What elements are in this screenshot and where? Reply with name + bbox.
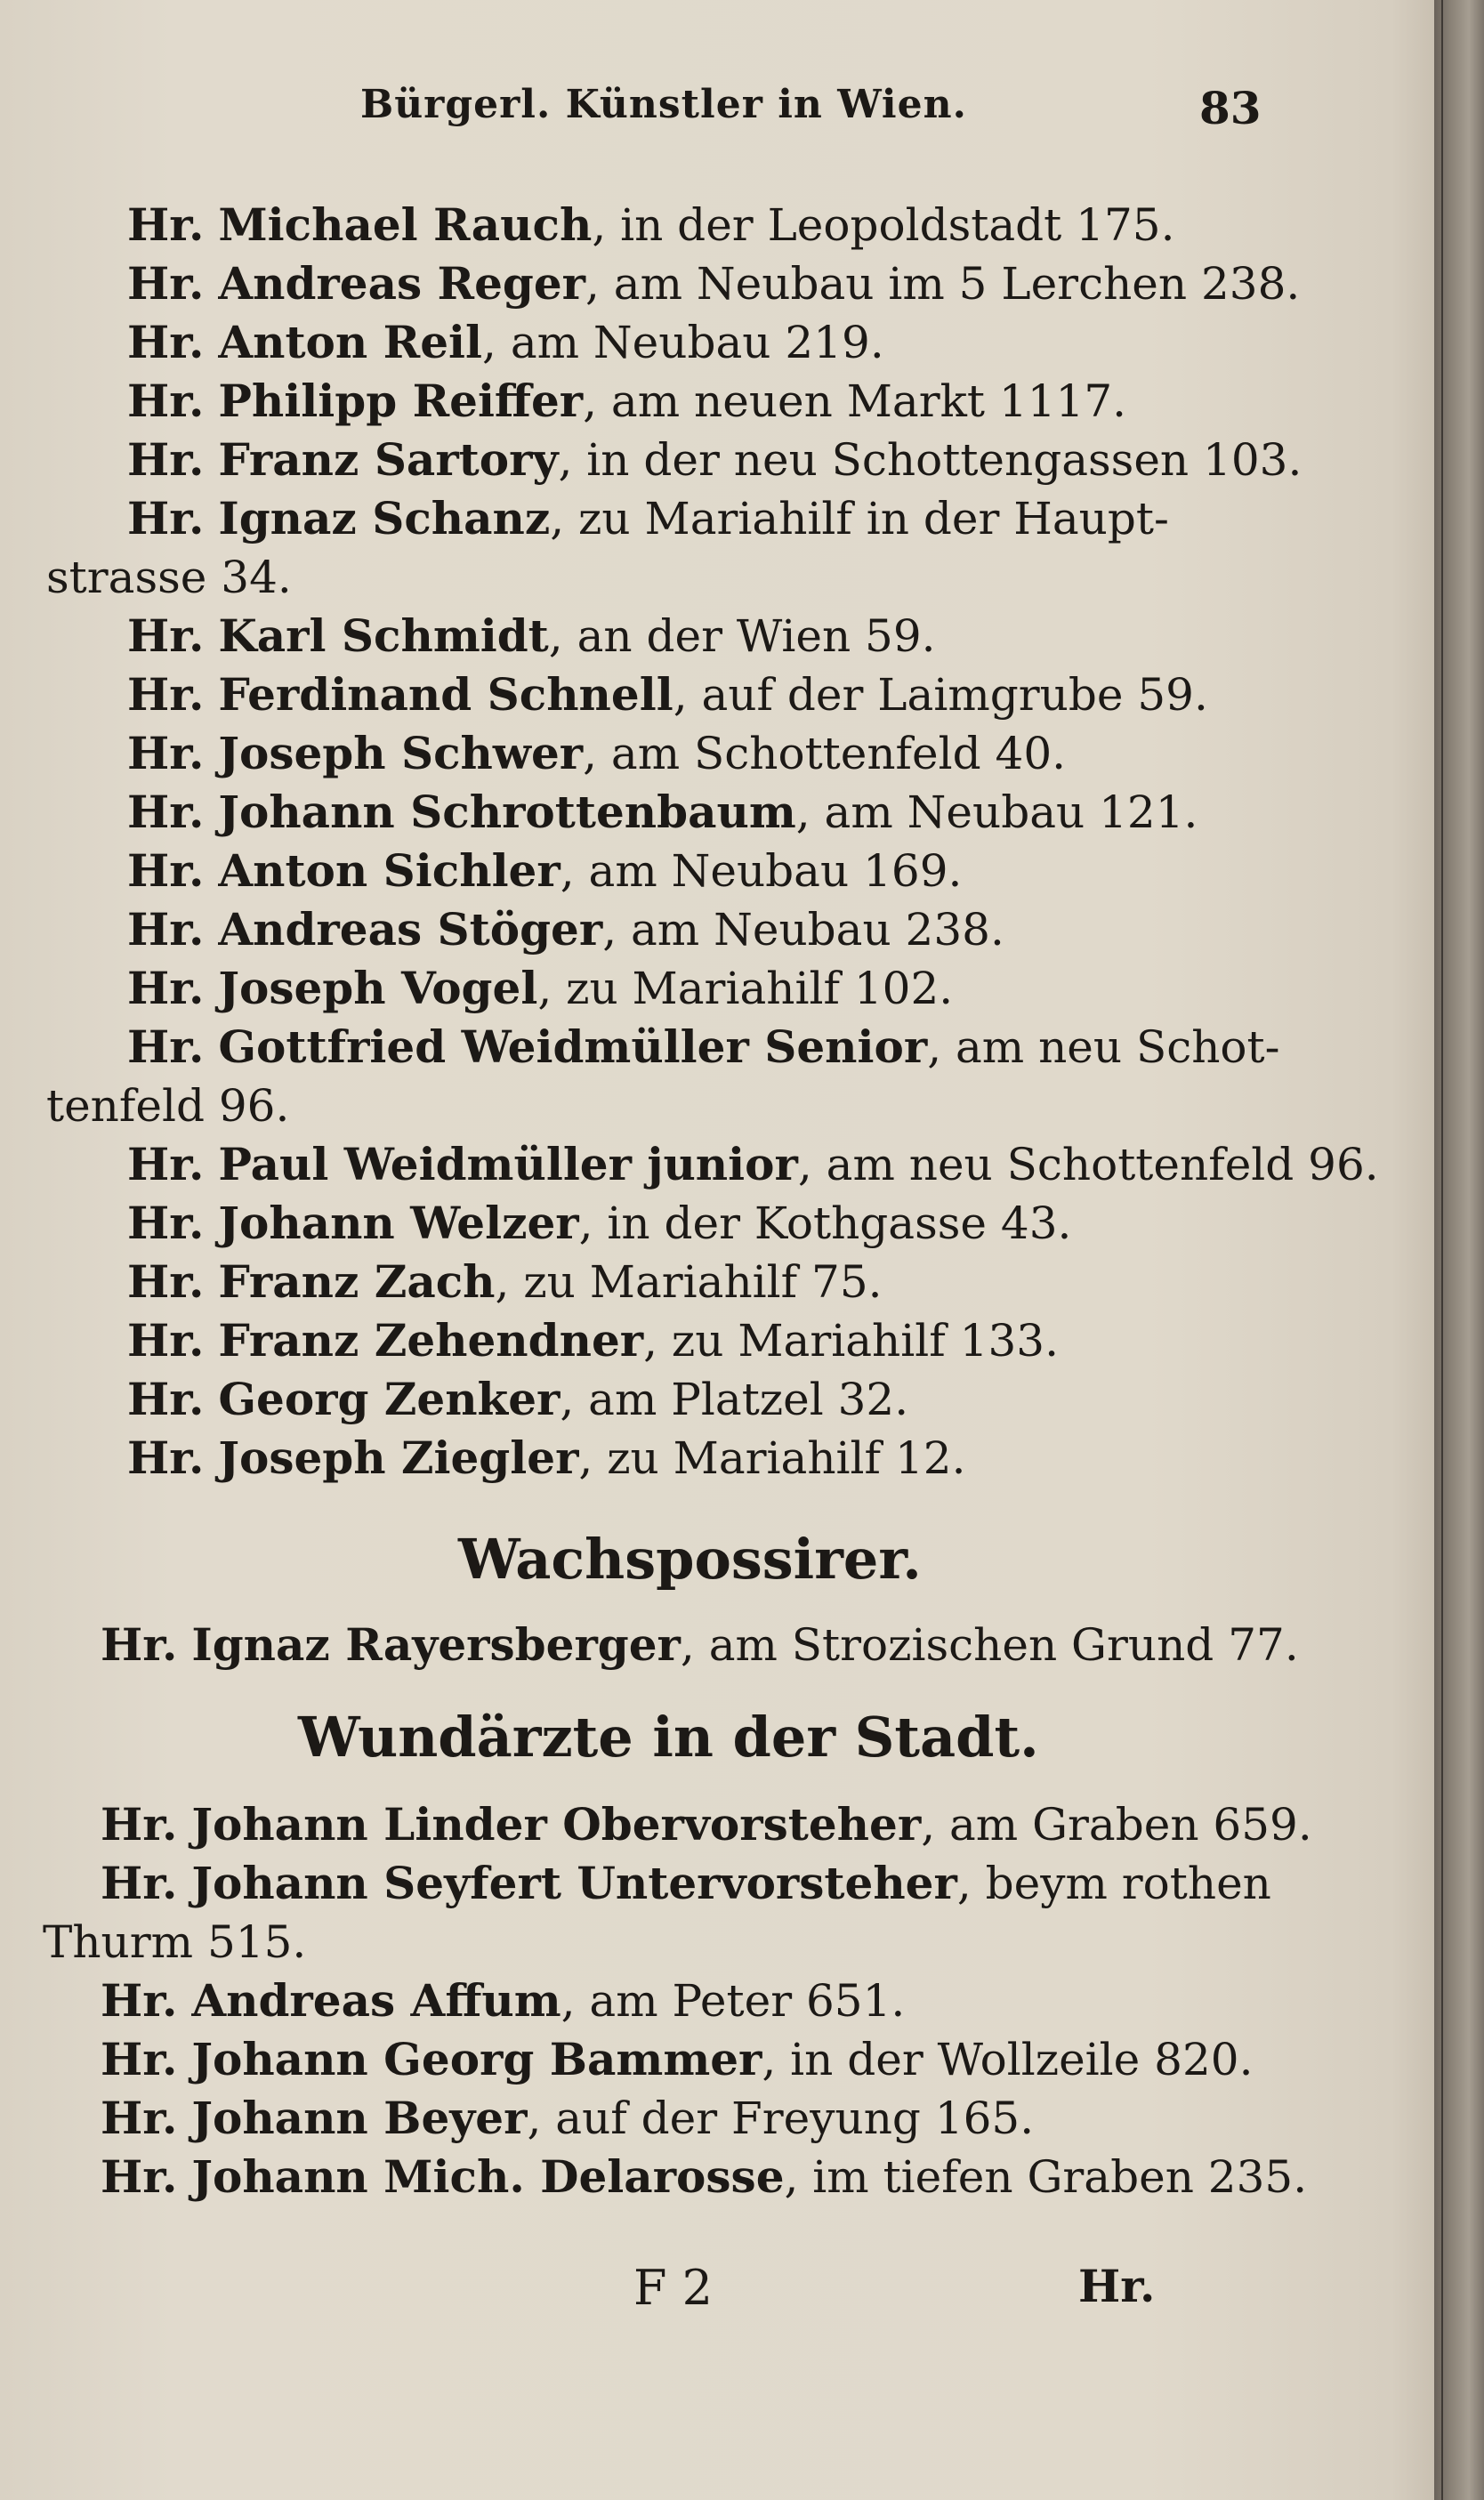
entry-line: Hr. Johann Beyer, auf der Freyung 165.: [101, 2092, 1035, 2144]
running-title: Bürgerl. Künstler in Wien.: [360, 82, 967, 127]
entry-line: Hr. Anton Sichler, am Neubau 169.: [127, 844, 963, 897]
section-heading-wachspossirer: Wachspossirer.: [458, 1527, 922, 1592]
entry-line: Hr. Johann Welzer, in der Kothgasse 43.: [127, 1197, 1072, 1249]
entry-line: Hr. Franz Zach, zu Mariahilf 75.: [127, 1255, 883, 1308]
entry-line: Hr. Joseph Schwer, am Schottenfeld 40.: [127, 727, 1067, 779]
entry-continuation: strasse 34.: [46, 552, 292, 603]
entry-line: Hr. Andreas Stöger, am Neubau 238.: [127, 903, 1004, 956]
entry-line: Hr. Franz Zehendner, zu Mariahilf 133.: [127, 1314, 1059, 1367]
entry-line: Hr. Anton Reil, am Neubau 219.: [127, 316, 884, 368]
entry-line: Hr. Andreas Affum, am Peter 651.: [101, 1974, 906, 2027]
entry-line: Hr. Michael Rauch, in der Leopoldstadt 175.: [127, 198, 1175, 251]
entry-line: Hr. Joseph Ziegler, zu Mariahilf 12.: [127, 1431, 966, 1484]
entry-line: Hr. Andreas Reger, am Neubau im 5 Lerchen 238.: [127, 257, 1301, 310]
entry-continuation: tenfeld 96.: [46, 1080, 290, 1132]
running-head: [0, 82, 1434, 144]
signature-mark: F 2: [633, 2260, 713, 2316]
entry-line: Hr. Ferdinand Schnell, auf der Laimgrube 59.: [127, 668, 1208, 721]
entry-line: Hr. Johann Seyfert Untervorsteher, beym rothen: [101, 1857, 1271, 1909]
entry-line: Hr. Philipp Reiffer, am neuen Markt 1117.: [127, 375, 1127, 427]
section-heading-wundaerzte: Wundärzte in der Stadt.: [298, 1705, 1039, 1770]
page-number: 83: [1199, 82, 1262, 134]
entry-line: Hr. Franz Sartory, in der neu Schottengassen 103.: [127, 433, 1303, 486]
entry-line: Hr. Johann Schrottenbaum, am Neubau 121.: [127, 786, 1198, 838]
entry-line: Hr. Georg Zenker, am Platzel 32.: [127, 1373, 909, 1425]
gutter-edge: [1441, 0, 1443, 2500]
entry-line: Hr. Joseph Vogel, zu Mariahilf 102.: [127, 962, 954, 1014]
entry-line: Hr. Ignaz Schanz, zu Mariahilf in der Haupt-: [127, 492, 1169, 544]
entry-line: Hr. Gottfried Weidmüller Senior, am neu Schot-: [127, 1020, 1280, 1073]
entry-line: Hr. Johann Mich. Delarosse, im tiefen Graben 235.: [101, 2150, 1308, 2203]
entry-line: Hr. Paul Weidmüller junior, am neu Schottenfeld 96.: [127, 1138, 1379, 1190]
entry-line: Hr. Johann Linder Obervorsteher, am Graben 659.: [101, 1798, 1312, 1851]
catchword: Hr.: [1078, 2260, 1156, 2312]
entry-line: Hr. Johann Georg Bammer, in der Wollzeile 820.: [101, 2033, 1254, 2085]
entry-continuation: Thurm 515.: [43, 1916, 307, 1968]
entry-line: Hr. Karl Schmidt, an der Wien 59.: [127, 609, 936, 662]
entry-line: Hr. Ignaz Rayersberger, am Strozischen Grund 77.: [101, 1618, 1299, 1671]
